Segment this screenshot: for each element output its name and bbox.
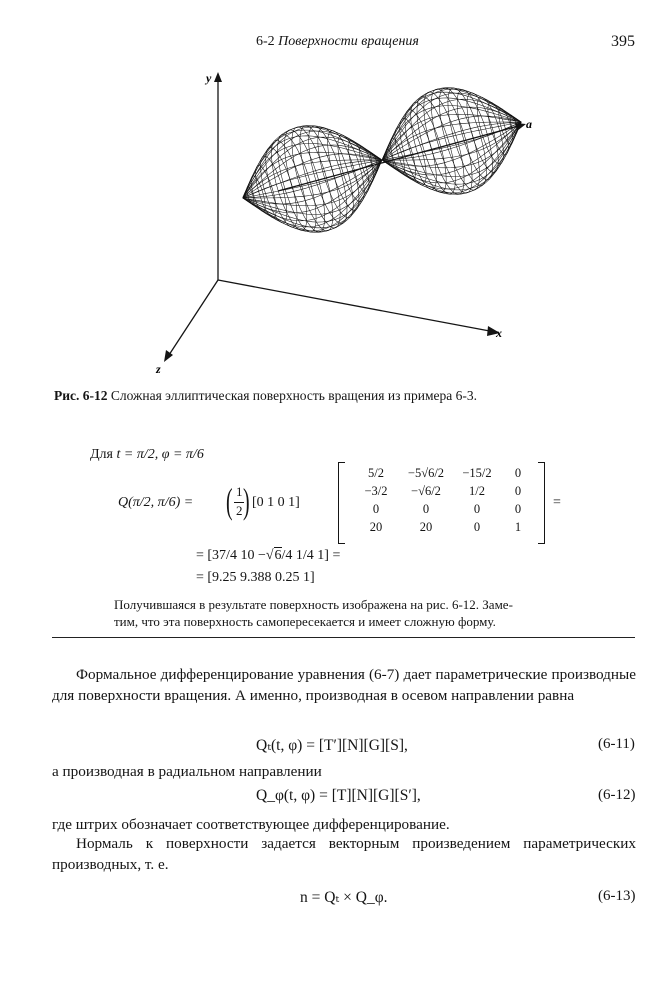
z-axis-label: z [156, 362, 161, 376]
matrix-cell: −5√6/2 [407, 466, 445, 480]
matrix-cell: 0 [514, 466, 522, 480]
x-axis [218, 280, 495, 332]
example-note-line-1: Получившаяся в результате поверхность изображена на рис. 6-12. Заме- [114, 597, 513, 612]
page-number: 395 [611, 33, 635, 50]
matrix-cell: 0 [473, 520, 481, 534]
matrix-cell: 0 [473, 502, 481, 516]
wireframe-surface [243, 88, 522, 233]
equation-number-6-12: (6-12) [598, 787, 636, 803]
equation-6-12: Q_φ(t, φ) = [T][N][G][S′], [256, 787, 421, 804]
running-header [256, 34, 419, 50]
matrix-cell: 0 [422, 502, 430, 516]
matrix-equals: = [553, 495, 561, 510]
equation-number-6-13: (6-13) [598, 888, 636, 904]
paragraph-derivatives: Формальное дифференцирование уравнения (6-7) дает параметрические производные для поверхности вращения. А именно, производная в осевом направлении равна [52, 666, 636, 704]
result-fraction: = [37/4 10 −√6/4 1/4 1] = [196, 548, 341, 563]
paragraph-normal: Нормаль к поверхности задается векторным произведением параметрических производных, т. е. [52, 835, 636, 873]
result-decimal: = [9.25 9.388 0.25 1] [196, 570, 315, 585]
z-axis [167, 280, 218, 358]
example-note-line-2: тим, что эта поверхность самопересекается и имеет сложную форму. [114, 614, 496, 629]
matrix-cell: −√6/2 [411, 484, 441, 498]
text-radial-derivative: а производная в радиальном направлении [52, 763, 322, 780]
chapter-number: 6-2 [256, 34, 275, 49]
matrix-cell: 1 [514, 520, 522, 534]
matrix-cell: −3/2 [364, 484, 388, 498]
equation-6-13: n = Qₜ × Q_φ. [300, 889, 388, 906]
matrix-cell: 0 [514, 484, 522, 498]
matrix-cell: 0 [514, 502, 522, 516]
q-lhs: Q(π/2, π/6) = [118, 495, 194, 510]
mesh-line [292, 127, 333, 231]
a-axis-label: a [526, 117, 532, 131]
section-divider [52, 637, 635, 638]
matrix-cell: −15/2 [462, 466, 492, 480]
row-vector: [0 1 0 1] [252, 495, 300, 510]
matrix-cell: 20 [369, 520, 383, 534]
figure-caption-label: Рис. 6-12 [54, 388, 108, 403]
axes [167, 76, 522, 358]
text-prime-meaning: где штрих обозначает соответствующее дифференцирование. [52, 816, 450, 833]
example-intro: Для t = π/2, φ = π/6 [90, 447, 204, 462]
figure-caption [54, 388, 477, 404]
equation-number-6-11: (6-11) [598, 736, 635, 752]
matrix-cell: 1/2 [469, 484, 485, 498]
matrix-cell: 20 [419, 520, 433, 534]
example-params: t = π/2, φ = π/6 [116, 447, 204, 462]
transform-matrix [338, 462, 545, 542]
matrix-cell: 5/2 [368, 466, 384, 480]
x-axis-label: x [496, 326, 502, 340]
y-axis-label: y [206, 71, 212, 85]
surface-figure [150, 68, 550, 378]
equation-6-11: Qₜ(t, φ) = [T′][N][G][S], [256, 737, 408, 754]
mesh-line [424, 92, 464, 194]
figure-caption-text: Сложная эллиптическая поверхность вращения из примера 6-3. [110, 388, 477, 403]
half-fraction: ( 1 2 ) [226, 481, 250, 521]
mesh-line [431, 89, 472, 193]
matrix-cell: 0 [372, 502, 380, 516]
chapter-title: Поверхности вращения [278, 34, 419, 49]
